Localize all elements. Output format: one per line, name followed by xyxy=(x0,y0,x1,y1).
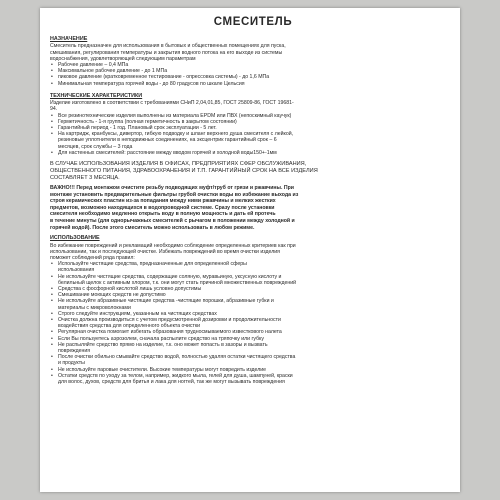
office-use-notice: В СЛУЧАЕ ИСПОЛЬЗОВАНИЯ ИЗДЕЛИЯ В ОФИСАХ, ПРЕДПРИЯТИЯХ СФЕР ОБСЛУЖИВАНИЯ, ОБЩЕСТВЕННОГО ПИТАНИЯ, ЗДРАВООХРАНЕНИЯ И Т.П. ГАРАНТИЙНЫЙ СРОК НА ВСЕ ИЗДЕЛИЯ СОСТАВЛЯЕТ 3 МЕСЯЦА. xyxy=(50,161,318,182)
sheet-content xyxy=(50,16,456,385)
usage-item: • Если Вы пользуетесь аэрозолем, сначала распылите средство на тряпочку или губку xyxy=(50,336,456,342)
usage-item: • Остатки средств по уходу за телом, например, жидкого мыла, гелей для душа, шампуней, краски для волос, духов, средств для бритья и лака для ногтей, так же могут вызывать повреждения xyxy=(50,373,456,385)
specs-item: • На картридж, кранбуксы, дивертор, гибкую подводку и шланг верхнего душа смесителя с лейкой, резиновые уплотнители в неподвижных соединениях, на эксцентрик гарантийный срок – 6 месяцев, срок службы – 3 года xyxy=(50,131,456,150)
purpose-param: • Максимальное рабочее давление - до 1 МПа xyxy=(50,68,456,74)
purpose-text: Смеситель предназначен для использования в бытовых и общественных помещениях для пуска, смешивания, регулирования температуры и закрытия водного потока на его выходе из системы водоснабжения, удовлетворяющей следующим параметрам xyxy=(50,43,286,62)
specs-text: Изделие изготовлено в соответствии с требованиями СНиП 2,04,01,85, ГОСТ 25809-86, ГОСТ 19681- 94. xyxy=(50,100,294,113)
usage-item: • Не используйте абразивные чистящие средства -чистящие порошки, абразивные губки и материалы с микроволокнами xyxy=(50,298,456,310)
document-title: СМЕСИТЕЛЬ xyxy=(213,16,293,28)
usage-item: • Не распыляйте средство прямо на изделие, т.к. оно может попасть в зазоры и вызвать повреждения xyxy=(50,342,456,354)
specs-item: • Герметичность - 1-я группа (полная герметичность в закрытом состоянии) xyxy=(50,119,456,125)
usage-item: • После очистки обильно смывайте средство водой, полностью удаляя остатки чистящего средства и продукты xyxy=(50,354,456,366)
usage-item: • Очистка должна производиться с учетом предусмотренной дозировки и продолжительности воздействия средства для определенного объекта очистки xyxy=(50,317,456,329)
usage-item: • Смешивание моющих средств не допустимо xyxy=(50,292,456,298)
usage-item: • Не используйте паровые очистители. Высокие температуры могут повредить изделие xyxy=(50,367,456,373)
usage-heading: ИСПОЛЬЗОВАНИЕ xyxy=(50,235,100,242)
usage-item: • Строго следуйте инструкциям, указанным на чистящих средствах xyxy=(50,311,456,317)
specs-item: • Для настенных смесителей: расстояние между вводом горячей и холодной воды150+-1мм xyxy=(50,150,456,156)
specs-heading: ТЕХНИЧЕСКИЕ ХАРАКТЕРИСТИКИ xyxy=(50,92,143,99)
usage-item: • Регулярная очистка помогает избегать образования трудносмываемого известкового налета xyxy=(50,329,456,335)
purpose-param: • Минимальная температура горячей воды - до 80 градусов по шкале Цельсия xyxy=(50,81,456,87)
important-warning: ВАЖНО!!! Перед монтажом очистите резьбу подводящих муфт/труб от грязи и ржавчины. При монтаже установить предварительные фильтры грубой очистки воды во избежание выхода из строя керамических пластин из-за попадания между ними ржавчины и мелких жестких предметов, возможно находящихся в водопроводной системе. Сразу после установки смесителя необходимо медленно открыть воду в полную мощность и дать ей протечь в течение минуты (для однорычажных смесителей с рычагом в положении между холодной и горячей водой). После этого смеситель можно использовать в любом режиме. xyxy=(50,185,299,231)
instruction-sheet xyxy=(40,8,460,492)
usage-item: • Используйте чистящие средства, предназначенные для определенной сферы использования xyxy=(50,261,456,273)
purpose-param: • Рабочее давление – 0,4 МПа xyxy=(50,62,456,68)
purpose-heading: НАЗНАЧЕНИЕ xyxy=(50,36,88,42)
usage-intro: Во избежание повреждений и рекламаций необходимо соблюдение определенных критериев как при использовании, так и последующей очистке. Избежать повреждений во время очистки изделия поможет соблюдений ряда правил: xyxy=(50,242,296,262)
specs-item: • Гарантийный период - 1 год. Плановый срок эксплуатации - 5 лет. xyxy=(50,125,456,131)
usage-item: • Не используйте чистящие средства, содержащие соляную, муравьиную, уксусную кислоту и белильный щелок с активным хлором, т.к. они могут стать причиной множественных повреждений xyxy=(50,274,456,286)
usage-item: • Средства с фосфорной кислотой лишь условно допустимы xyxy=(50,286,456,292)
purpose-param: • пиковое давление (кратковременное тестирование - опрессовка системы) - до 1,6 МПа xyxy=(50,74,456,80)
specs-item: • Все резинотехнические изделия выполнены из материала EPDM или ПВХ (непоскимный каучук) xyxy=(50,113,456,119)
